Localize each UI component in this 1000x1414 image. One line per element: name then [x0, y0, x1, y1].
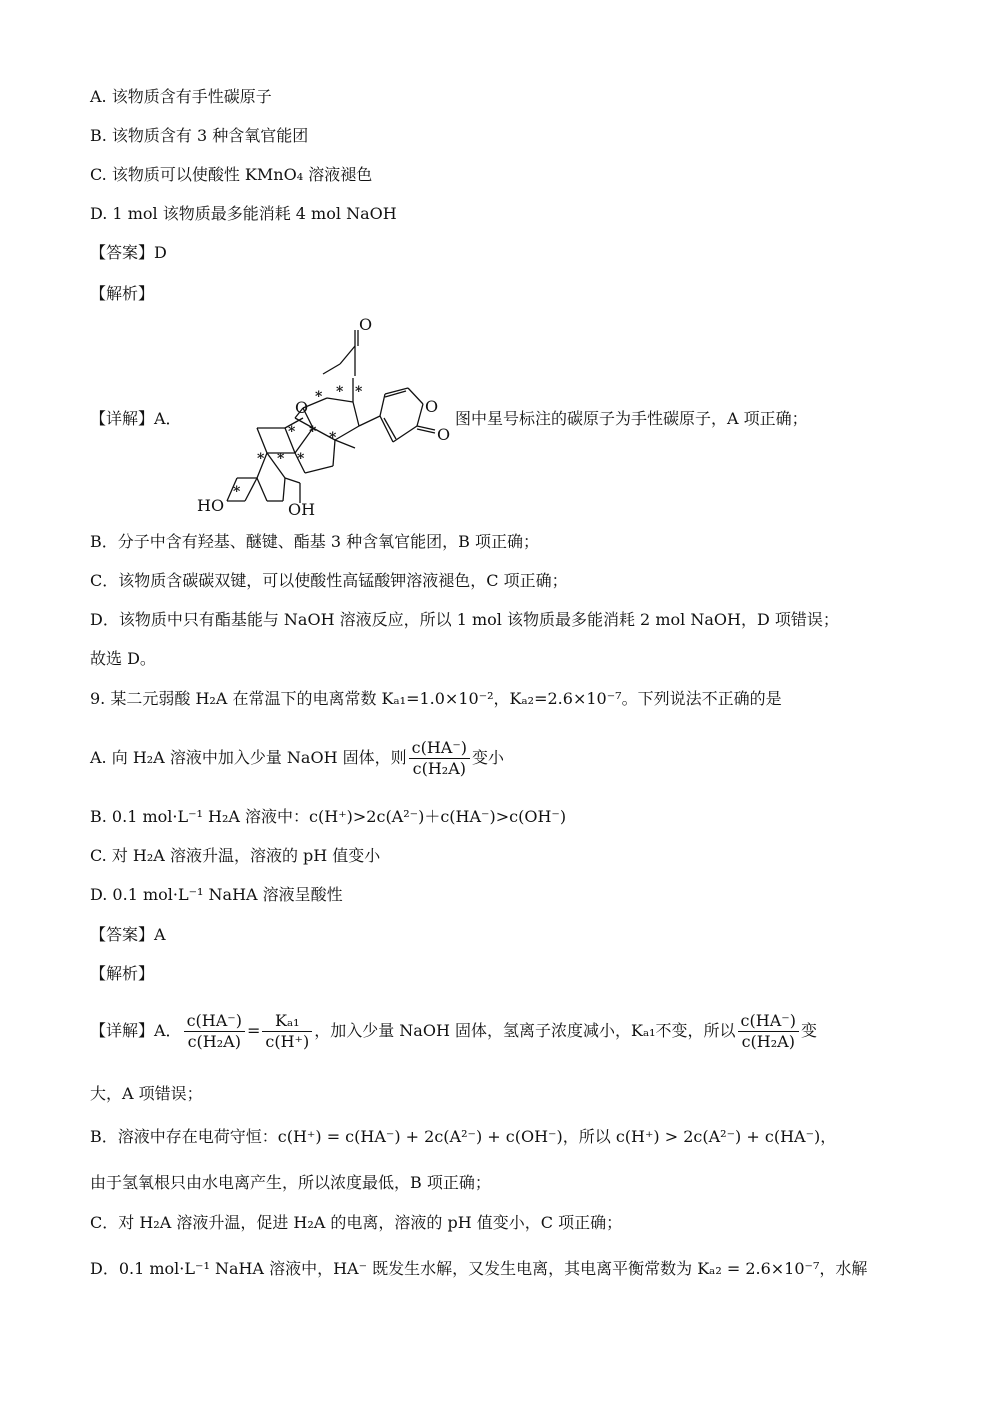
q9-analysis-label: 【解析】	[90, 964, 155, 983]
q9-option-a-fraction	[409, 738, 470, 779]
q9-detail-d: D．0.1 mol·L⁻¹ NaHA 溶液中，HA⁻ 既发生水解，又发生电离，其电离平衡常数为 Kₐ₂ = 2.6×10⁻⁷，水解	[90, 1259, 868, 1278]
q9-option-a-suffix: 变小	[472, 748, 505, 767]
chiral-star: *	[336, 384, 344, 400]
chiral-star: *	[257, 451, 265, 467]
q8-detail-d: D．该物质中只有酯基能与 NaOH 溶液反应，所以 1 mol 该物质最多能消耗 2 mol NaOH，D 项错误；	[90, 610, 839, 629]
q8-option-a: A. 该物质含有手性碳原子	[90, 87, 272, 106]
fraction-denominator: c(H⁺)	[265, 1032, 310, 1051]
fraction-denominator: c(H₂A)	[187, 1032, 241, 1051]
molecule-svg	[195, 318, 455, 518]
q8-option-c: C. 该物质可以使酸性 KMnO₄ 溶液褪色	[90, 165, 373, 184]
carbonyl-oxygen-label: O	[359, 318, 373, 334]
q9-answer: 【答案】A	[90, 925, 166, 944]
q8-detail-a-prefix: 【详解】A．	[90, 409, 182, 428]
q9-option-a-prefix: A. 向 H₂A 溶液中加入少量 NaOH 固体，则	[90, 748, 407, 767]
q8-option-b: B. 该物质含有 3 种含氧官能团	[90, 126, 309, 145]
q8-analysis-label: 【解析】	[90, 284, 155, 303]
q8-detail-b: B．分子中含有羟基、醚键、酯基 3 种含氧官能团，B 项正确；	[90, 532, 539, 551]
equals-sign: =	[246, 1021, 261, 1040]
fraction-numerator: c(HA⁻)	[184, 1011, 245, 1032]
q9-option-b: B. 0.1 mol·L⁻¹ H₂A 溶液中：c(H⁺)>2c(A²⁻)＋c(HA⁻)>c(OH⁻)	[90, 807, 567, 826]
chiral-star: *	[315, 389, 323, 405]
q9-detail-c: C．对 H₂A 溶液升温，促进 H₂A 的电离，溶液的 pH 值变小，C 项正确；	[90, 1213, 623, 1232]
q9-detail-b-line1: B．溶液中存在电荷守恒：c(H⁺) = c(HA⁻) + 2c(A²⁻) + c(OH⁻)，所以 c(H⁺) > 2c(A²⁻) + c(HA⁻)，	[90, 1127, 837, 1146]
epoxide-oxygen-label: O	[295, 398, 309, 417]
q9-option-d: D. 0.1 mol·L⁻¹ NaHA 溶液呈酸性	[90, 885, 343, 904]
fraction-numerator: Kₐ₁	[262, 1011, 312, 1032]
fraction-numerator: c(HA⁻)	[409, 738, 470, 759]
q9-detail-a-end: 变	[800, 1021, 817, 1040]
fraction-numerator: c(HA⁻)	[738, 1011, 799, 1032]
q9-option-a	[90, 736, 504, 780]
chiral-star: *	[277, 451, 285, 467]
chiral-star: *	[297, 451, 305, 467]
detail-fraction-2	[262, 1011, 312, 1052]
hydroxyl-oh-label: OH	[288, 500, 316, 518]
hydroxyl-ho-label: HO	[197, 496, 225, 515]
chiral-star: *	[309, 424, 317, 440]
q8-option-d: D. 1 mol 该物质最多能消耗 4 mol NaOH	[90, 204, 397, 223]
q9-stem: 9. 某二元弱酸 H₂A 在常温下的电离常数 Kₐ₁=1.0×10⁻²，Kₐ₂=2.6×10⁻⁷。下列说法不正确的是	[90, 689, 782, 708]
chiral-star: *	[329, 430, 337, 446]
fraction-denominator: c(H₂A)	[412, 759, 466, 778]
q8-conclusion: 故选 D。	[90, 649, 156, 668]
q9-detail-b-line2: 由于氢氧根只由水电离产生，所以浓度最低，B 项正确；	[90, 1173, 491, 1192]
detail-fraction-3	[738, 1011, 799, 1052]
chiral-star: *	[355, 384, 363, 400]
detail-fraction-1	[184, 1011, 245, 1052]
q9-detail-a-prefix: 【详解】A．	[90, 1021, 182, 1040]
chiral-star: *	[233, 484, 241, 500]
q8-answer: 【答案】D	[90, 243, 167, 262]
molecule-structure	[195, 318, 455, 518]
chiral-star: *	[288, 424, 296, 440]
q8-detail-c: C．该物质含碳碳双键，可以使酸性高锰酸钾溶液褪色，C 项正确；	[90, 571, 568, 590]
q9-detail-a	[90, 1008, 817, 1054]
fraction-denominator: c(H₂A)	[741, 1032, 795, 1051]
q9-detail-a-middle: ，加入少量 NaOH 固体，氢离子浓度减小，Kₐ₁不变，所以	[314, 1021, 736, 1040]
lactone-carbonyl-oxygen-label: O	[437, 425, 451, 444]
q9-detail-a-line2: 大，A 项错误；	[90, 1084, 203, 1103]
q8-detail-a-text: 图中星号标注的碳原子为手性碳原子，A 项正确；	[455, 409, 808, 428]
q9-option-c: C. 对 H₂A 溶液升温，溶液的 pH 值变小	[90, 846, 381, 865]
lactone-oxygen-label: O	[425, 397, 439, 416]
